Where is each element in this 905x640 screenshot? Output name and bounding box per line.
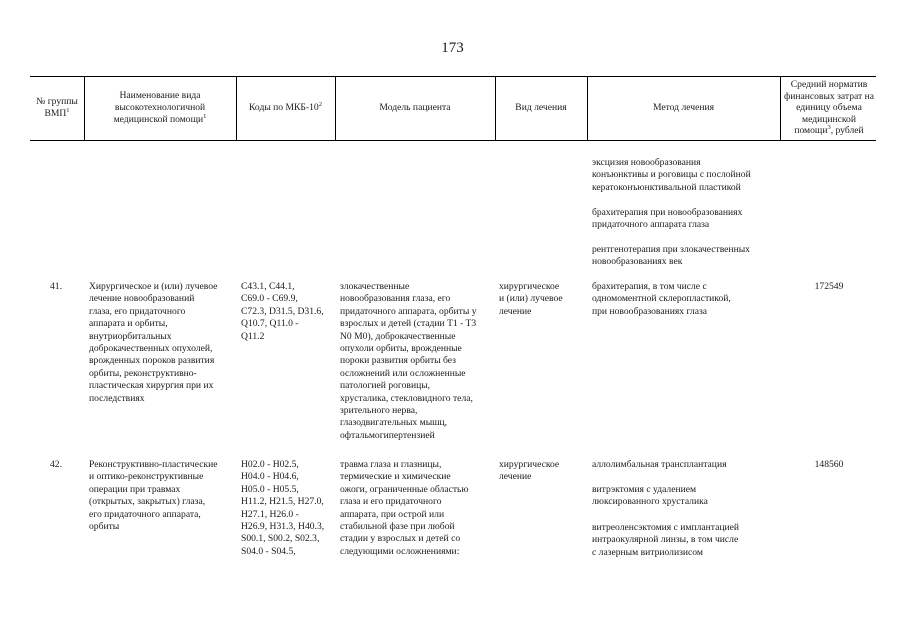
page-number: 173 — [441, 40, 464, 56]
row-41-cost: 172549 — [814, 281, 844, 292]
row-41-model: злокачественные новообразования глаза, его придаточного аппарата, орбиты у взрослых и детей (стадии T1 - T3 N0 M0), доброкачественные опухоли орбиты, врожденные пороки развития орбиты без осложнений или осложненные патологией роговицы, хрусталика, стекловидного тела, зрительного нерва, глазодвигательных мышц, офтальмогипертензией — [340, 281, 477, 441]
column-divider — [780, 76, 781, 140]
continuation-method: брахитерапия при новообразованиях придаточного аппарата глаза — [592, 207, 743, 231]
table-header-bottom-border — [30, 140, 876, 141]
header-model: Модель пациента — [379, 102, 451, 113]
row-41-treatment: хирургическое и (или) лучевое лечение — [499, 281, 563, 317]
row-42-name: Реконструктивно-пластические и оптико-реконструктивные операции при травмах (открытых, закрытых) глаза, его придаточного аппарата, орбиты — [89, 459, 218, 533]
row-41-codes: C43.1, C44.1, C69.0 - C69.9, C72.3, D31.5, D31.6, Q10.7, Q11.0 - Q11.2 — [241, 281, 324, 342]
header-group: № группы ВМП$^1$ — [36, 96, 78, 119]
header-cost: Средний норматив финансовых затрат на единицу объема медицинской помощи$^3$, рублей — [783, 79, 874, 137]
row-41-method: брахитерапия, в том числе с одномоментной склеропластикой, при новообразованиях глаза — [592, 281, 731, 317]
row-42-codes: H02.0 - H02.5, H04.0 - H04.6, H05.0 - H05.5, H11.2, H21.5, H27.0, H27.1, H26.0 - H26.9, H31.3, H40.3, S00.1, S00.2, S02.3, S04.0 - S04.5, — [241, 459, 325, 557]
row-42-method: витрэктомия с удалением люксированного хрусталика — [592, 484, 708, 508]
continuation-method: эксцизия новообразования конъюнктивы и роговицы с послойной кератоконъюнктивальной пластикой — [592, 157, 751, 193]
continuation-method: рентгенотерапия при злокачественных новообразованиях век — [592, 244, 750, 268]
row-42-method: витреоленсэктомия с имплантацией интраокулярной линзы, в том числе с лазерным витриолизисом — [592, 522, 740, 558]
header-name: Наименование вида высокотехнологичной медицинской помощи$^1$ — [113, 90, 207, 125]
row-41-group: 41. — [50, 281, 62, 292]
column-divider — [84, 76, 85, 140]
header-treatment-type: Вид лечения — [515, 102, 567, 113]
header-method: Метод лечения — [652, 102, 715, 113]
row-42-treatment: хирургическое лечение — [499, 459, 560, 483]
row-42-model: травма глаза и глазницы, термические и химические ожоги, ограниченные областью глаза и его придаточного аппарата, при острой или стабильной фазе при любой стадии у взрослых и детей со следующими осложнениями: — [340, 459, 469, 557]
row-42-method: аллолимбальная трансплантация — [592, 459, 727, 470]
row-41-name: Хирургическое и (или) лучевое лечение новообразований глаза, его придаточного аппарата и орбиты, внутриорбитальных доброкачественных опухолей, врожденных пороков развития орбиты, реконструктивно- пластическая хирургия при их последствиях — [89, 281, 218, 404]
row-42-group: 42. — [50, 459, 62, 470]
row-42-cost: 148560 — [814, 459, 844, 470]
header-codes: Коды по МКБ-$10^2$ — [249, 100, 322, 113]
